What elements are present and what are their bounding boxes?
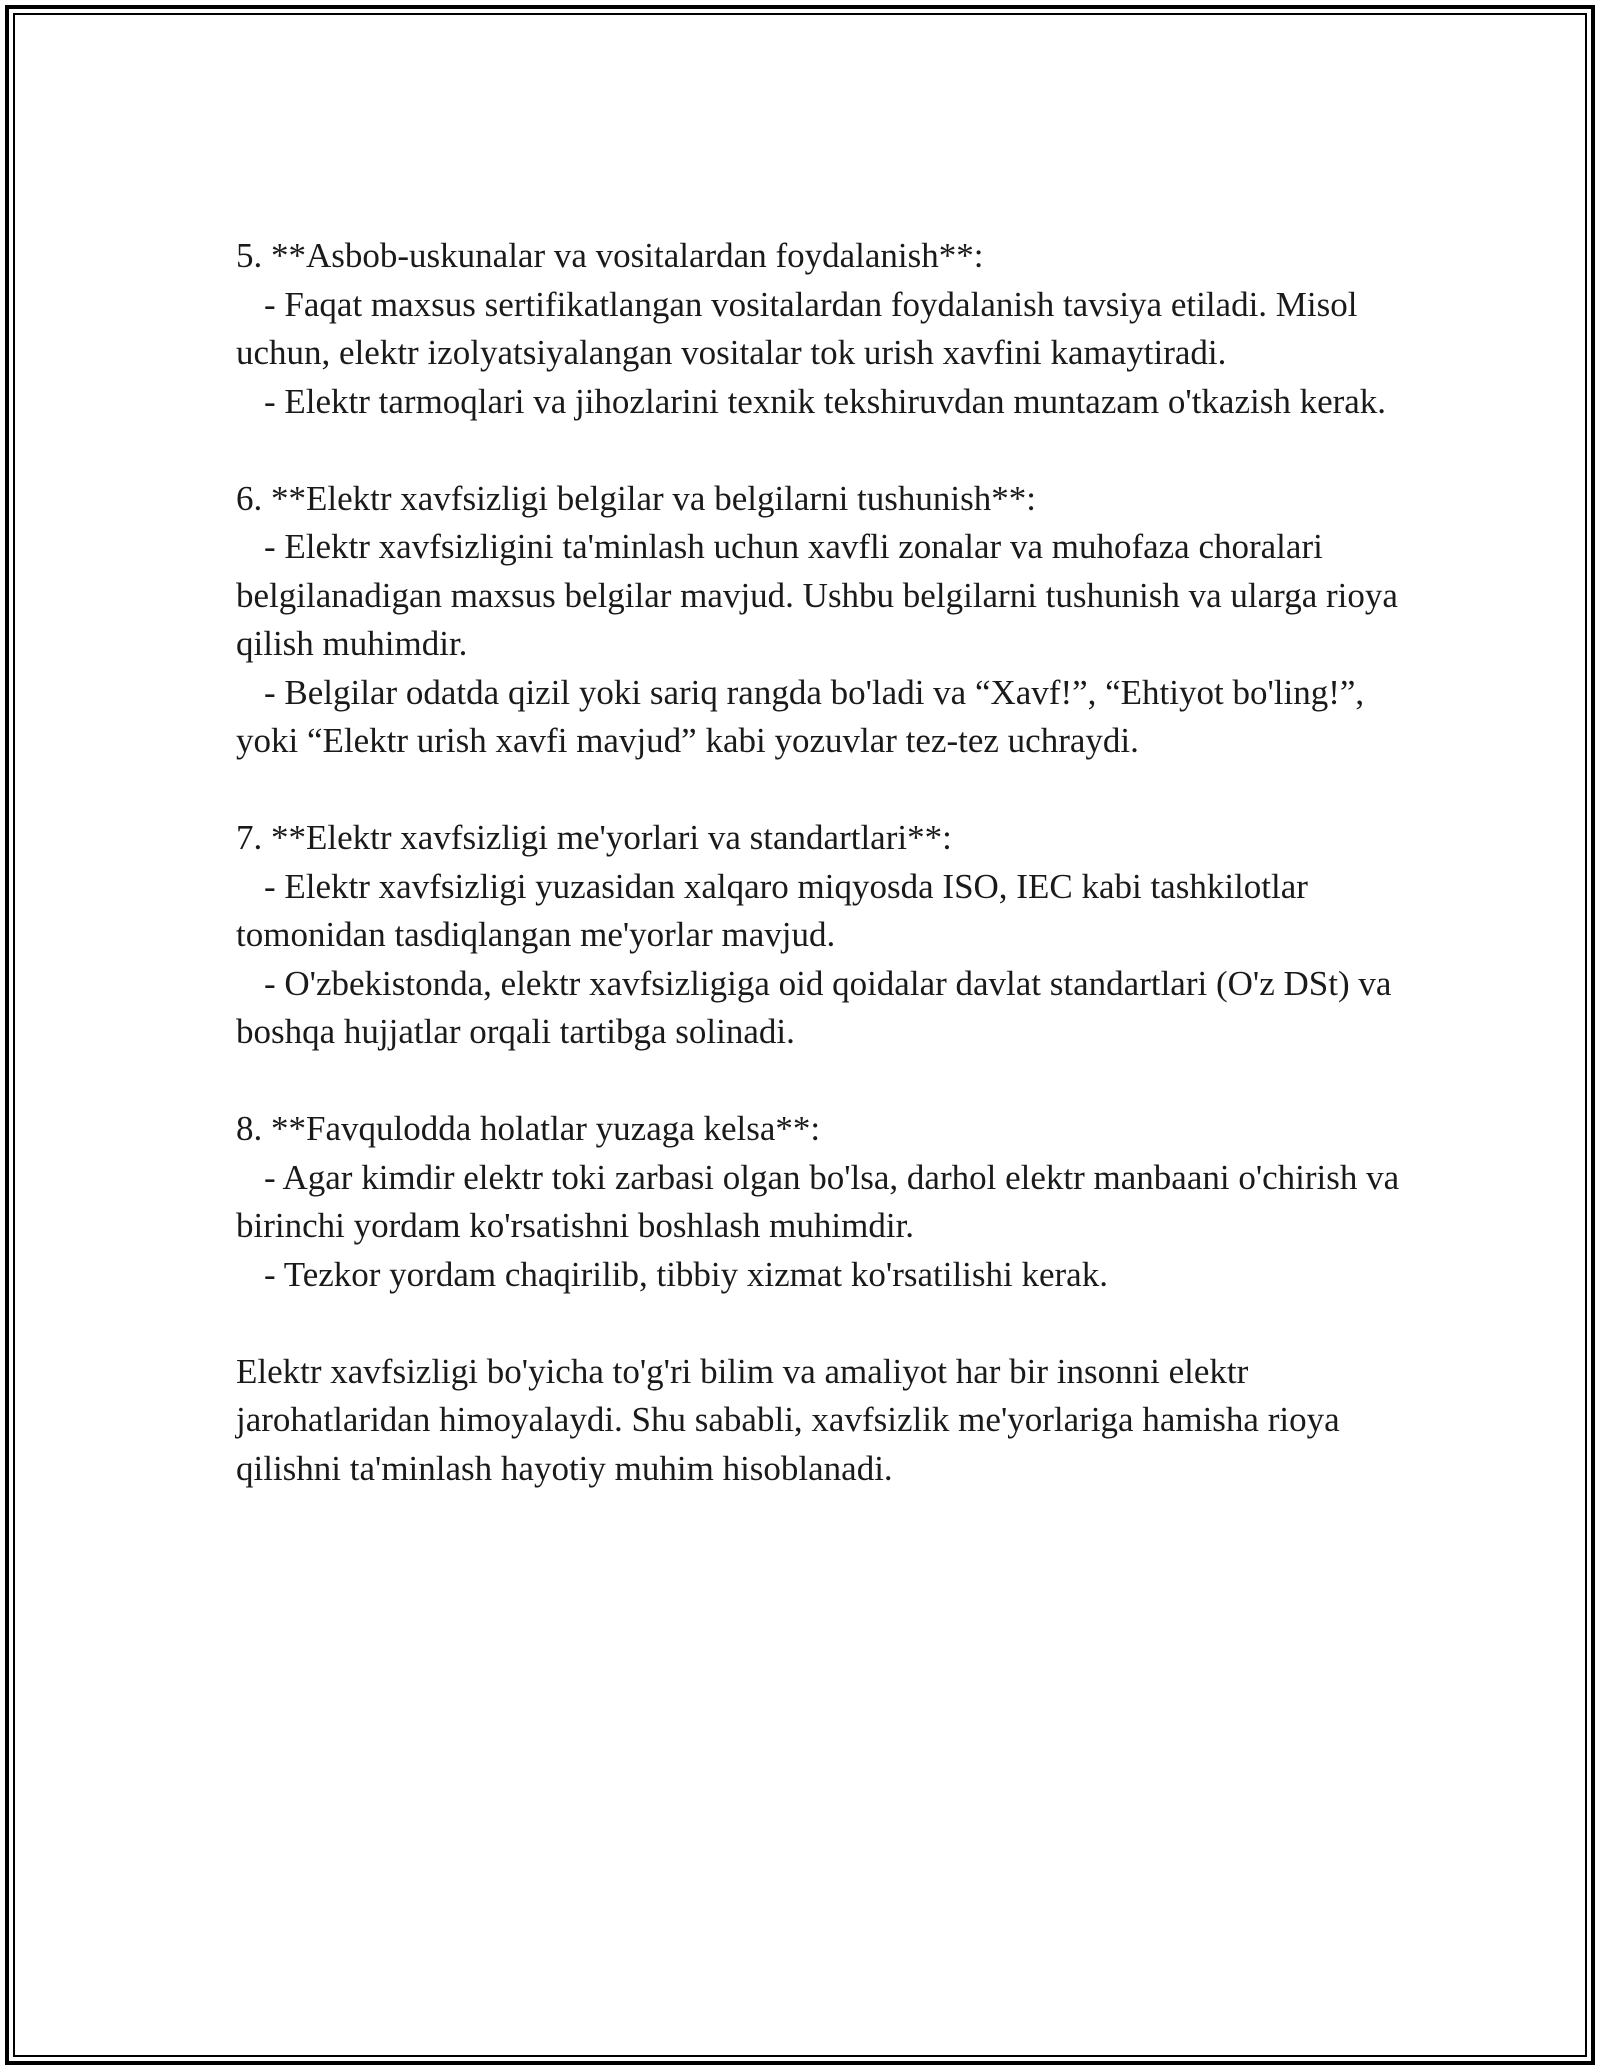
bullet-item: - Elektr xavfsizligini ta'minlash uchun xavfli zonalar va muhofaza choralari belgilanadigan maxsus belgilar mavjud. Ushbu belgilarni tushunish va ularga rioya qilish muhimdir. (236, 527, 1398, 663)
section-heading: 6. **Elektr xavfsizligi belgilar va belgilarni tushunish**: (236, 478, 1036, 518)
document-body (236, 232, 1406, 1493)
bullet-item: - O'zbekistonda, elektr xavfsizligiga oid qoidalar davlat standartlari (O'z DSt) va boshqa hujjatlar orqali tartibga solinadi. (236, 963, 1392, 1051)
section-heading: 7. **Elektr xavfsizligi me'yorlari va standartlari**: (236, 818, 952, 857)
section-heading: 8. **Favqulodda holatlar yuzaga kelsa**: (236, 1109, 821, 1148)
section-standards (236, 814, 1406, 1057)
bullet-item: - Elektr tarmoqlari va jihozlarini texnik tekshiruvdan muntazam o'tkazish kerak. (264, 381, 1387, 421)
conclusion-paragraph: Elektr xavfsizligi bo'yicha to'g'ri bilim va amaliyot har bir insonni elektr jarohatlaridan himoyalaydi. Shu sababli, xavfsizlik me'yorlariga hamisha rioya qilishni ta'minlash hayotiy muhim hisoblanadi. (236, 1351, 1340, 1488)
section-safety-signs (236, 475, 1406, 766)
bullet-item: - Tezkor yordam chaqirilib, tibbiy xizmat ko'rsatilishi kerak. (264, 1254, 1108, 1294)
section-emergencies (236, 1105, 1406, 1299)
bullet-item: - Faqat maxsus sertifikatlangan vositalardan foydalanish tavsiya etiladi. Misol uchun, elektr izolyatsiyalangan vositalar tok urish xavfini kamaytiradi. (236, 284, 1358, 372)
bullet-item: - Belgilar odatda qizil yoki sariq rangda bo'ladi va “Xavf!”, “Ehtiyot bo'ling!”, yoki “Elektr urish xavfi mavjud” kabi yozuvlar tez-tez uchraydi. (236, 672, 1365, 760)
bullet-item: - Elektr xavfsizligi yuzasidan xalqaro miqyosda ISO, IEC kabi tashkilotlar tomonidan tasdiqlangan me'yorlar mavjud. (236, 866, 1308, 954)
bullet-item: - Agar kimdir elektr toki zarbasi olgan bo'lsa, darhol elektr manbaani o'chirish va birinchi yordam ko'rsatishni boshlash muhimdir. (236, 1157, 1400, 1245)
section-tools-usage (236, 232, 1406, 426)
section-heading: 5. **Asbob-uskunalar va vositalardan foydalanish**: (236, 236, 984, 275)
